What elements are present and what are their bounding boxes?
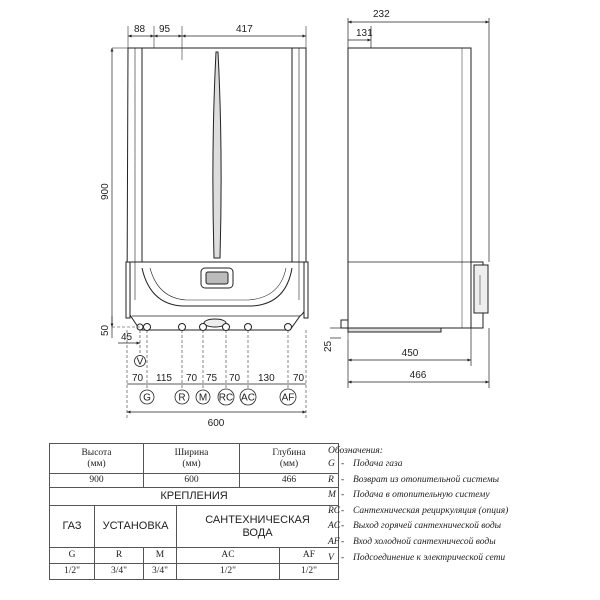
legend-text: Подача газа — [353, 459, 403, 469]
boiler-side-outline — [348, 48, 471, 328]
dim-b6: 70 — [293, 373, 305, 384]
size-m: 3/4" — [144, 564, 177, 580]
legend-item: R - Возврат из отопительной системы — [328, 474, 500, 485]
size-r: 3/4" — [95, 564, 144, 580]
code-g: G — [50, 548, 95, 564]
dim-232: 232 — [373, 9, 390, 20]
connector-label-v: V — [136, 356, 144, 368]
code-af: AF — [280, 548, 339, 564]
connector-stub-ac — [245, 324, 252, 331]
dim-417: 417 — [236, 24, 253, 35]
spec-table — [49, 443, 339, 580]
legend-item: V - Подсоединение к электрической сети — [328, 552, 506, 563]
mounts-title: КРЕПЛЕНИЯ — [50, 488, 339, 506]
connector-label-row — [140, 389, 296, 405]
dim-b5: 130 — [258, 373, 275, 384]
legend-code: AF — [328, 536, 340, 547]
value-width: 600 — [144, 474, 240, 488]
legend-text: Подсоединение к электрической сети — [353, 552, 506, 563]
legend-item: M - Подача в отопительную систему — [328, 490, 490, 501]
dim-50: 50 — [100, 324, 111, 336]
dim-95: 95 — [159, 24, 171, 35]
connector-stub-r — [179, 324, 186, 331]
legend-text: Выход горячей сантехнической воды — [353, 521, 502, 532]
size-ac: 1/2" — [177, 564, 280, 580]
legend-code: RC — [328, 505, 341, 516]
dim-450: 450 — [401, 348, 419, 359]
legend-text: Возврат из отопительной системы — [353, 474, 500, 485]
legend-code: AC — [328, 521, 341, 532]
code-r: R — [95, 548, 144, 564]
legend-code: G — [328, 459, 335, 469]
group-install: УСТАНОВКА — [95, 506, 177, 548]
connector-stub-m — [200, 324, 207, 331]
legend-item: G - Подача газа — [328, 459, 403, 469]
cover-seam — [213, 52, 221, 258]
connector-label-ac: AC — [241, 392, 255, 404]
group-water: САНТЕХНИЧЕСКАЯ ВОДА — [177, 506, 339, 548]
header-depth: Глубина (мм) — [240, 444, 339, 474]
code-m: M — [144, 548, 177, 564]
connector-stub-af — [285, 324, 292, 331]
legend-text: Вход холодной сантехничесой воды — [353, 536, 496, 547]
size-g: 1/2" — [50, 564, 95, 580]
dim-45: 45 — [121, 332, 133, 343]
legend-text: Сантехническая рециркуляция (опция) — [353, 505, 509, 516]
value-depth: 466 — [240, 474, 339, 488]
connector-stub-rc — [223, 324, 230, 331]
front-view — [126, 48, 308, 330]
dim-b4: 70 — [229, 373, 241, 384]
dim-131: 131 — [356, 28, 373, 39]
dim-b1: 115 — [156, 373, 172, 384]
connector-label-r: R — [178, 392, 186, 404]
dim-total-width: 600 — [207, 418, 225, 429]
size-af: 1/2" — [280, 564, 339, 580]
header-height: Высота (мм) — [50, 444, 144, 474]
legend-text: Подача в отопительную систему — [353, 490, 490, 501]
legend-code: M — [328, 490, 336, 501]
group-gas: ГАЗ — [50, 506, 95, 548]
connector-label-af: AF — [281, 392, 295, 404]
dim-88: 88 — [134, 24, 146, 35]
bottom-dims-front — [132, 373, 305, 384]
value-height: 900 — [50, 474, 144, 488]
dim-b2: 70 — [186, 373, 198, 384]
dim-b0: 70 — [132, 373, 144, 384]
dim-b3: 75 — [206, 373, 218, 384]
connector-label-rc: RC — [218, 392, 234, 404]
dim-25: 25 — [323, 340, 334, 352]
side-view — [341, 48, 488, 340]
legend-code: V — [328, 552, 334, 563]
legend — [328, 446, 593, 568]
connector-label-m: M — [198, 392, 208, 404]
dim-900: 900 — [100, 183, 111, 200]
legend-code: R — [328, 474, 334, 485]
legend-title: Обозначения: — [328, 446, 383, 456]
header-width: Ширина (мм) — [144, 444, 240, 474]
connector-stub-g — [144, 324, 151, 331]
code-ac: AC — [177, 548, 280, 564]
connector-label-g: G — [143, 392, 151, 404]
legend-item: AC- Выход горячей сантехнической воды — [328, 521, 502, 532]
legend-item: AF- Вход холодной сантехничесой воды — [328, 536, 496, 547]
dim-466: 466 — [409, 370, 427, 381]
legend-item: RC- Сантехническая рециркуляция (опция) — [328, 505, 509, 516]
